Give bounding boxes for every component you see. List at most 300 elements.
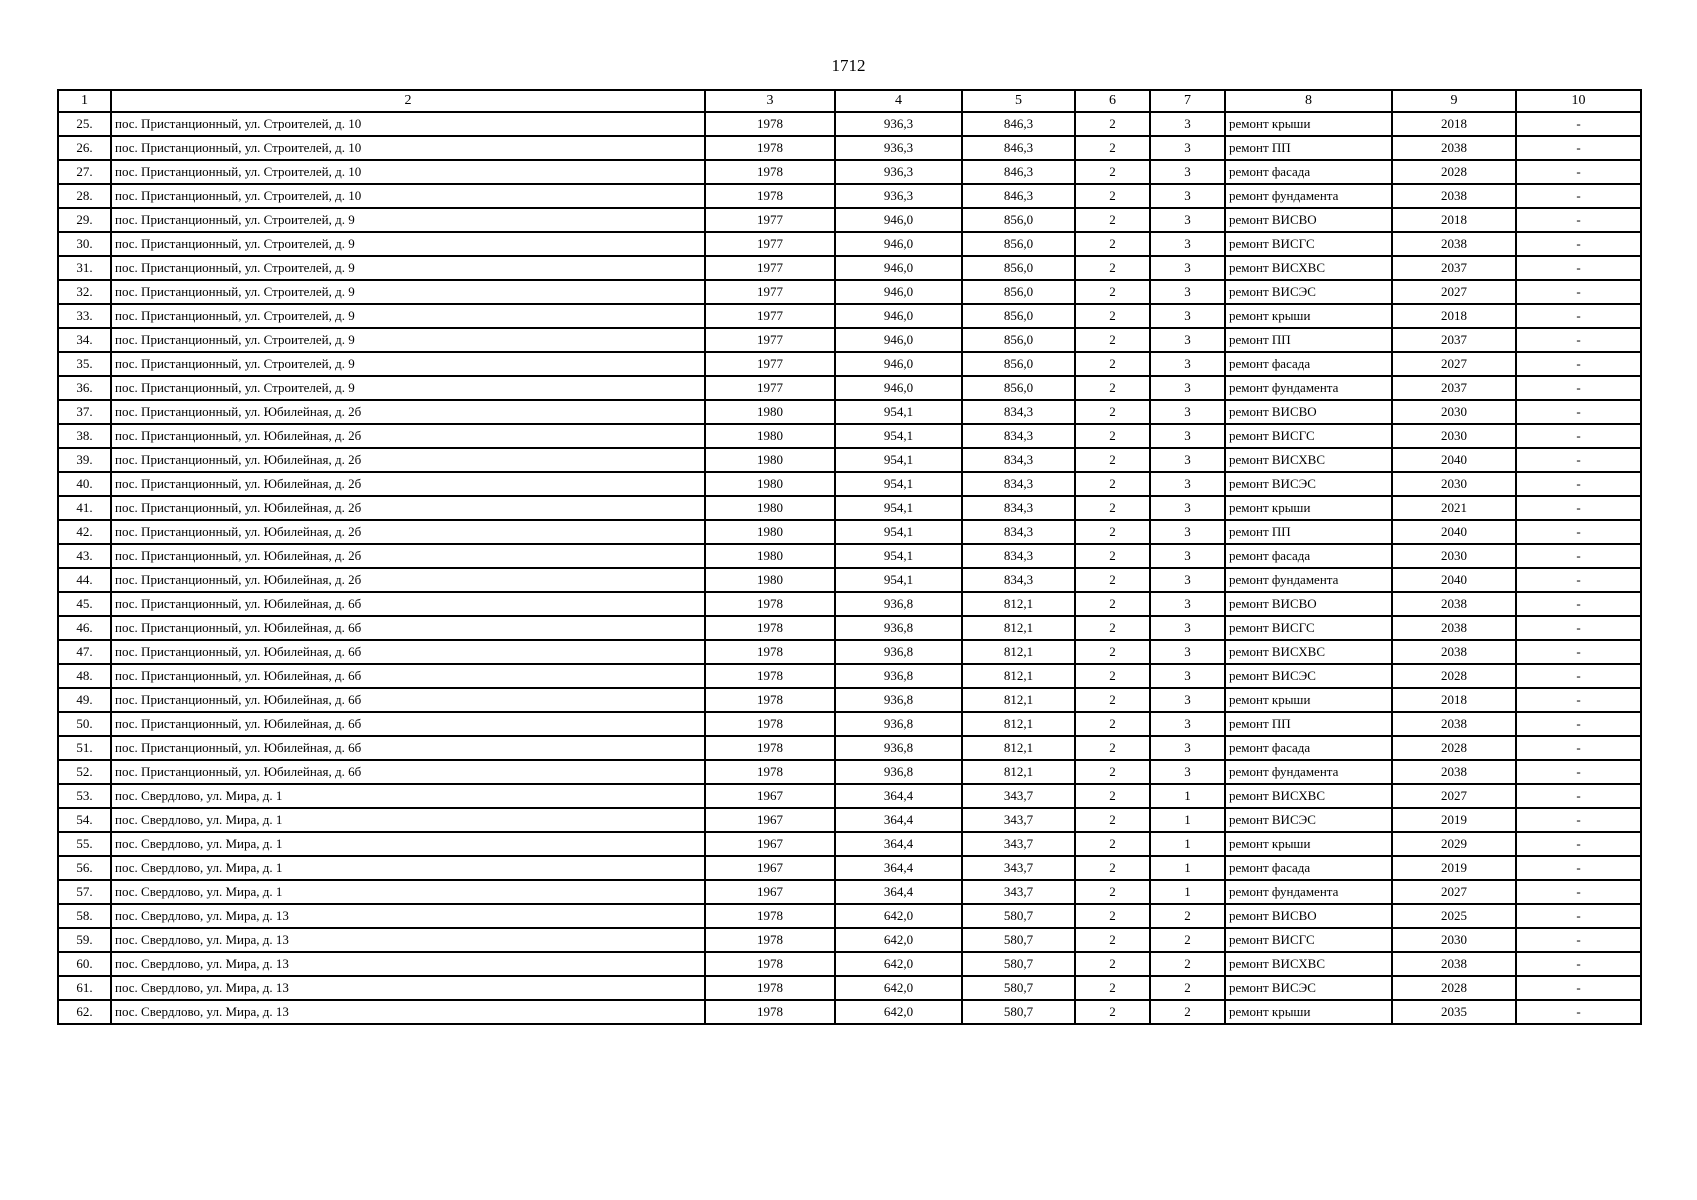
total-area-cell: 954,1 (835, 448, 962, 472)
note-cell: - (1516, 136, 1641, 160)
address-cell: пос. Пристанционный, ул. Строителей, д. 10 (111, 160, 705, 184)
plan-year-cell: 2027 (1392, 784, 1516, 808)
table-row (58, 928, 1641, 952)
row-number: 43. (58, 544, 111, 568)
plan-year-cell: 2038 (1392, 760, 1516, 784)
total-area-cell: 946,0 (835, 304, 962, 328)
year-cell: 1978 (705, 1000, 835, 1024)
row-number: 29. (58, 208, 111, 232)
total-area-cell: 954,1 (835, 424, 962, 448)
address-cell: пос. Пристанционный, ул. Юбилейная, д. 2б (111, 496, 705, 520)
plan-year-cell: 2038 (1392, 136, 1516, 160)
entrances-cell: 3 (1150, 664, 1225, 688)
floors-cell: 2 (1075, 376, 1150, 400)
living-area-cell: 846,3 (962, 112, 1075, 136)
year-cell: 1967 (705, 856, 835, 880)
floors-cell: 2 (1075, 616, 1150, 640)
table-row (58, 832, 1641, 856)
living-area-cell: 856,0 (962, 304, 1075, 328)
living-area-cell: 856,0 (962, 328, 1075, 352)
plan-year-cell: 2037 (1392, 256, 1516, 280)
row-number: 30. (58, 232, 111, 256)
living-area-cell: 343,7 (962, 784, 1075, 808)
address-cell: пос. Пристанционный, ул. Строителей, д. 10 (111, 112, 705, 136)
address-cell: пос. Пристанционный, ул. Юбилейная, д. 2б (111, 400, 705, 424)
table-body (58, 112, 1641, 1024)
page-number: 1712 (831, 56, 866, 75)
work-type-cell: ремонт ВИСЭС (1225, 280, 1392, 304)
header-col-note: 10 (1516, 90, 1641, 112)
note-cell: - (1516, 112, 1641, 136)
address-cell: пос. Пристанционный, ул. Юбилейная, д. 6б (111, 664, 705, 688)
address-cell: пос. Свердлово, ул. Мира, д. 1 (111, 808, 705, 832)
floors-cell: 2 (1075, 352, 1150, 376)
note-cell: - (1516, 328, 1641, 352)
entrances-cell: 3 (1150, 616, 1225, 640)
note-cell: - (1516, 952, 1641, 976)
note-cell: - (1516, 184, 1641, 208)
entrances-cell: 3 (1150, 568, 1225, 592)
year-cell: 1977 (705, 352, 835, 376)
table-row (58, 856, 1641, 880)
work-type-cell: ремонт ВИСХВС (1225, 784, 1392, 808)
entrances-cell: 3 (1150, 352, 1225, 376)
work-type-cell: ремонт ПП (1225, 136, 1392, 160)
note-cell: - (1516, 448, 1641, 472)
address-cell: пос. Пристанционный, ул. Юбилейная, д. 6б (111, 688, 705, 712)
total-area-cell: 936,3 (835, 160, 962, 184)
row-number: 53. (58, 784, 111, 808)
row-number: 59. (58, 928, 111, 952)
floors-cell: 2 (1075, 640, 1150, 664)
floors-cell: 2 (1075, 592, 1150, 616)
living-area-cell: 812,1 (962, 760, 1075, 784)
work-type-cell: ремонт ПП (1225, 712, 1392, 736)
note-cell: - (1516, 832, 1641, 856)
total-area-cell: 936,3 (835, 184, 962, 208)
entrances-cell: 2 (1150, 976, 1225, 1000)
table-row (58, 328, 1641, 352)
year-cell: 1980 (705, 544, 835, 568)
living-area-cell: 343,7 (962, 880, 1075, 904)
year-cell: 1978 (705, 664, 835, 688)
plan-year-cell: 2027 (1392, 880, 1516, 904)
floors-cell: 2 (1075, 112, 1150, 136)
header-row (58, 90, 1641, 112)
note-cell: - (1516, 376, 1641, 400)
plan-year-cell: 2038 (1392, 712, 1516, 736)
address-cell: пос. Свердлово, ул. Мира, д. 13 (111, 1000, 705, 1024)
row-number: 60. (58, 952, 111, 976)
address-cell: пос. Пристанционный, ул. Юбилейная, д. 6б (111, 760, 705, 784)
address-cell: пос. Пристанционный, ул. Строителей, д. 9 (111, 232, 705, 256)
living-area-cell: 580,7 (962, 904, 1075, 928)
year-cell: 1980 (705, 520, 835, 544)
row-number: 54. (58, 808, 111, 832)
living-area-cell: 834,3 (962, 544, 1075, 568)
row-number: 52. (58, 760, 111, 784)
year-cell: 1977 (705, 328, 835, 352)
row-number: 58. (58, 904, 111, 928)
total-area-cell: 936,8 (835, 592, 962, 616)
work-type-cell: ремонт ВИСГС (1225, 424, 1392, 448)
year-cell: 1980 (705, 424, 835, 448)
plan-year-cell: 2038 (1392, 952, 1516, 976)
address-cell: пос. Пристанционный, ул. Юбилейная, д. 2б (111, 520, 705, 544)
year-cell: 1978 (705, 160, 835, 184)
year-cell: 1980 (705, 472, 835, 496)
note-cell: - (1516, 616, 1641, 640)
entrances-cell: 3 (1150, 136, 1225, 160)
entrances-cell: 3 (1150, 496, 1225, 520)
work-type-cell: ремонт фундамента (1225, 880, 1392, 904)
plan-year-cell: 2037 (1392, 376, 1516, 400)
address-cell: пос. Пристанционный, ул. Юбилейная, д. 6б (111, 712, 705, 736)
floors-cell: 2 (1075, 256, 1150, 280)
floors-cell: 2 (1075, 136, 1150, 160)
entrances-cell: 3 (1150, 736, 1225, 760)
table-row (58, 712, 1641, 736)
note-cell: - (1516, 256, 1641, 280)
header-col-number: 1 (58, 90, 111, 112)
floors-cell: 2 (1075, 736, 1150, 760)
year-cell: 1978 (705, 616, 835, 640)
living-area-cell: 846,3 (962, 184, 1075, 208)
header-col-living-area: 5 (962, 90, 1075, 112)
entrances-cell: 3 (1150, 112, 1225, 136)
row-number: 44. (58, 568, 111, 592)
entrances-cell: 2 (1150, 952, 1225, 976)
year-cell: 1978 (705, 928, 835, 952)
note-cell: - (1516, 688, 1641, 712)
row-number: 31. (58, 256, 111, 280)
work-type-cell: ремонт ВИСХВС (1225, 640, 1392, 664)
row-number: 51. (58, 736, 111, 760)
note-cell: - (1516, 1000, 1641, 1024)
living-area-cell: 856,0 (962, 376, 1075, 400)
entrances-cell: 3 (1150, 424, 1225, 448)
floors-cell: 2 (1075, 400, 1150, 424)
year-cell: 1978 (705, 712, 835, 736)
total-area-cell: 936,3 (835, 136, 962, 160)
floors-cell: 2 (1075, 304, 1150, 328)
plan-year-cell: 2030 (1392, 400, 1516, 424)
entrances-cell: 2 (1150, 1000, 1225, 1024)
table-row (58, 904, 1641, 928)
table-row (58, 616, 1641, 640)
year-cell: 1980 (705, 448, 835, 472)
address-cell: пос. Пристанционный, ул. Юбилейная, д. 6б (111, 616, 705, 640)
total-area-cell: 936,8 (835, 760, 962, 784)
entrances-cell: 1 (1150, 808, 1225, 832)
living-area-cell: 856,0 (962, 208, 1075, 232)
floors-cell: 2 (1075, 1000, 1150, 1024)
plan-year-cell: 2030 (1392, 928, 1516, 952)
table-row (58, 352, 1641, 376)
entrances-cell: 3 (1150, 304, 1225, 328)
plan-year-cell: 2038 (1392, 640, 1516, 664)
total-area-cell: 954,1 (835, 496, 962, 520)
living-area-cell: 834,3 (962, 496, 1075, 520)
table-row (58, 1000, 1641, 1024)
work-type-cell: ремонт ВИСХВС (1225, 448, 1392, 472)
note-cell: - (1516, 856, 1641, 880)
plan-year-cell: 2028 (1392, 976, 1516, 1000)
note-cell: - (1516, 976, 1641, 1000)
header-col-year: 3 (705, 90, 835, 112)
living-area-cell: 812,1 (962, 640, 1075, 664)
plan-year-cell: 2018 (1392, 112, 1516, 136)
living-area-cell: 834,3 (962, 520, 1075, 544)
entrances-cell: 1 (1150, 832, 1225, 856)
living-area-cell: 580,7 (962, 1000, 1075, 1024)
header-col-plan-year: 9 (1392, 90, 1516, 112)
note-cell: - (1516, 424, 1641, 448)
work-type-cell: ремонт ВИСВО (1225, 208, 1392, 232)
total-area-cell: 364,4 (835, 880, 962, 904)
table-row (58, 112, 1641, 136)
row-number: 38. (58, 424, 111, 448)
row-number: 56. (58, 856, 111, 880)
total-area-cell: 364,4 (835, 808, 962, 832)
row-number: 34. (58, 328, 111, 352)
table-row (58, 520, 1641, 544)
living-area-cell: 856,0 (962, 352, 1075, 376)
total-area-cell: 954,1 (835, 568, 962, 592)
row-number: 49. (58, 688, 111, 712)
row-number: 39. (58, 448, 111, 472)
table-row (58, 808, 1641, 832)
row-number: 28. (58, 184, 111, 208)
table-row (58, 568, 1641, 592)
work-type-cell: ремонт ПП (1225, 328, 1392, 352)
plan-year-cell: 2025 (1392, 904, 1516, 928)
address-cell: пос. Пристанционный, ул. Юбилейная, д. 2б (111, 544, 705, 568)
plan-year-cell: 2040 (1392, 520, 1516, 544)
table-row (58, 688, 1641, 712)
address-cell: пос. Пристанционный, ул. Строителей, д. 9 (111, 256, 705, 280)
plan-year-cell: 2035 (1392, 1000, 1516, 1024)
total-area-cell: 936,8 (835, 616, 962, 640)
address-cell: пос. Свердлово, ул. Мира, д. 13 (111, 904, 705, 928)
year-cell: 1978 (705, 736, 835, 760)
year-cell: 1978 (705, 112, 835, 136)
work-type-cell: ремонт крыши (1225, 112, 1392, 136)
work-type-cell: ремонт ВИСВО (1225, 400, 1392, 424)
total-area-cell: 936,8 (835, 640, 962, 664)
year-cell: 1977 (705, 208, 835, 232)
plan-year-cell: 2019 (1392, 856, 1516, 880)
year-cell: 1978 (705, 952, 835, 976)
living-area-cell: 812,1 (962, 688, 1075, 712)
entrances-cell: 3 (1150, 688, 1225, 712)
year-cell: 1967 (705, 832, 835, 856)
year-cell: 1978 (705, 184, 835, 208)
living-area-cell: 834,3 (962, 472, 1075, 496)
living-area-cell: 834,3 (962, 568, 1075, 592)
work-type-cell: ремонт фундамента (1225, 376, 1392, 400)
work-type-cell: ремонт ВИСГС (1225, 232, 1392, 256)
header-col-entrances: 7 (1150, 90, 1225, 112)
work-type-cell: ремонт крыши (1225, 496, 1392, 520)
table-row (58, 640, 1641, 664)
note-cell: - (1516, 544, 1641, 568)
living-area-cell: 856,0 (962, 232, 1075, 256)
table-row (58, 424, 1641, 448)
floors-cell: 2 (1075, 664, 1150, 688)
floors-cell: 2 (1075, 424, 1150, 448)
address-cell: пос. Свердлово, ул. Мира, д. 13 (111, 952, 705, 976)
plan-year-cell: 2038 (1392, 592, 1516, 616)
living-area-cell: 846,3 (962, 136, 1075, 160)
work-type-cell: ремонт фасада (1225, 856, 1392, 880)
address-cell: пос. Пристанционный, ул. Юбилейная, д. 2б (111, 472, 705, 496)
plan-year-cell: 2027 (1392, 352, 1516, 376)
total-area-cell: 954,1 (835, 544, 962, 568)
floors-cell: 2 (1075, 760, 1150, 784)
table-row (58, 736, 1641, 760)
entrances-cell: 3 (1150, 256, 1225, 280)
note-cell: - (1516, 904, 1641, 928)
note-cell: - (1516, 784, 1641, 808)
year-cell: 1978 (705, 976, 835, 1000)
address-cell: пос. Пристанционный, ул. Строителей, д. 10 (111, 184, 705, 208)
year-cell: 1978 (705, 760, 835, 784)
year-cell: 1977 (705, 304, 835, 328)
year-cell: 1977 (705, 232, 835, 256)
row-number: 41. (58, 496, 111, 520)
plan-year-cell: 2038 (1392, 232, 1516, 256)
floors-cell: 2 (1075, 160, 1150, 184)
row-number: 25. (58, 112, 111, 136)
plan-year-cell: 2038 (1392, 184, 1516, 208)
note-cell: - (1516, 400, 1641, 424)
note-cell: - (1516, 304, 1641, 328)
year-cell: 1978 (705, 640, 835, 664)
living-area-cell: 812,1 (962, 712, 1075, 736)
year-cell: 1977 (705, 376, 835, 400)
work-type-cell: ремонт крыши (1225, 1000, 1392, 1024)
plan-year-cell: 2018 (1392, 688, 1516, 712)
address-cell: пос. Пристанционный, ул. Строителей, д. 9 (111, 328, 705, 352)
floors-cell: 2 (1075, 544, 1150, 568)
note-cell: - (1516, 352, 1641, 376)
note-cell: - (1516, 712, 1641, 736)
floors-cell: 2 (1075, 856, 1150, 880)
entrances-cell: 3 (1150, 280, 1225, 304)
table-row (58, 184, 1641, 208)
row-number: 33. (58, 304, 111, 328)
living-area-cell: 834,3 (962, 424, 1075, 448)
work-type-cell: ремонт ВИСЭС (1225, 472, 1392, 496)
total-area-cell: 946,0 (835, 280, 962, 304)
total-area-cell: 642,0 (835, 1000, 962, 1024)
note-cell: - (1516, 664, 1641, 688)
work-type-cell: ремонт фундамента (1225, 568, 1392, 592)
year-cell: 1977 (705, 256, 835, 280)
table-row (58, 280, 1641, 304)
plan-year-cell: 2018 (1392, 208, 1516, 232)
table-row (58, 208, 1641, 232)
entrances-cell: 3 (1150, 520, 1225, 544)
living-area-cell: 834,3 (962, 400, 1075, 424)
table-row (58, 784, 1641, 808)
row-number: 57. (58, 880, 111, 904)
row-number: 35. (58, 352, 111, 376)
year-cell: 1978 (705, 136, 835, 160)
note-cell: - (1516, 736, 1641, 760)
year-cell: 1977 (705, 280, 835, 304)
row-number: 46. (58, 616, 111, 640)
plan-year-cell: 2040 (1392, 568, 1516, 592)
floors-cell: 2 (1075, 784, 1150, 808)
living-area-cell: 343,7 (962, 832, 1075, 856)
living-area-cell: 580,7 (962, 976, 1075, 1000)
floors-cell: 2 (1075, 208, 1150, 232)
note-cell: - (1516, 160, 1641, 184)
work-type-cell: ремонт фасада (1225, 160, 1392, 184)
row-number: 55. (58, 832, 111, 856)
address-cell: пос. Пристанционный, ул. Строителей, д. 9 (111, 304, 705, 328)
floors-cell: 2 (1075, 328, 1150, 352)
total-area-cell: 946,0 (835, 232, 962, 256)
total-area-cell: 642,0 (835, 952, 962, 976)
work-type-cell: ремонт ПП (1225, 520, 1392, 544)
floors-cell: 2 (1075, 520, 1150, 544)
total-area-cell: 364,4 (835, 856, 962, 880)
plan-year-cell: 2030 (1392, 472, 1516, 496)
note-cell: - (1516, 520, 1641, 544)
entrances-cell: 1 (1150, 856, 1225, 880)
plan-year-cell: 2030 (1392, 424, 1516, 448)
address-cell: пос. Пристанционный, ул. Строителей, д. 9 (111, 376, 705, 400)
header-col-address: 2 (111, 90, 705, 112)
row-number: 36. (58, 376, 111, 400)
entrances-cell: 3 (1150, 640, 1225, 664)
row-number: 48. (58, 664, 111, 688)
entrances-cell: 2 (1150, 928, 1225, 952)
plan-year-cell: 2027 (1392, 280, 1516, 304)
work-type-cell: ремонт фасада (1225, 352, 1392, 376)
year-cell: 1967 (705, 784, 835, 808)
year-cell: 1980 (705, 400, 835, 424)
row-number: 26. (58, 136, 111, 160)
floors-cell: 2 (1075, 184, 1150, 208)
note-cell: - (1516, 880, 1641, 904)
work-type-cell: ремонт крыши (1225, 304, 1392, 328)
total-area-cell: 364,4 (835, 832, 962, 856)
header-col-floors: 6 (1075, 90, 1150, 112)
row-number: 45. (58, 592, 111, 616)
entrances-cell: 2 (1150, 904, 1225, 928)
floors-cell: 2 (1075, 928, 1150, 952)
address-cell: пос. Пристанционный, ул. Строителей, д. 9 (111, 280, 705, 304)
plan-year-cell: 2028 (1392, 736, 1516, 760)
row-number: 61. (58, 976, 111, 1000)
total-area-cell: 642,0 (835, 904, 962, 928)
registry-table (57, 89, 1642, 1025)
table-row (58, 400, 1641, 424)
floors-cell: 2 (1075, 280, 1150, 304)
entrances-cell: 3 (1150, 208, 1225, 232)
work-type-cell: ремонт ВИСВО (1225, 904, 1392, 928)
year-cell: 1978 (705, 592, 835, 616)
entrances-cell: 3 (1150, 448, 1225, 472)
work-type-cell: ремонт фасада (1225, 544, 1392, 568)
row-number: 62. (58, 1000, 111, 1024)
address-cell: пос. Свердлово, ул. Мира, д. 1 (111, 880, 705, 904)
note-cell: - (1516, 208, 1641, 232)
